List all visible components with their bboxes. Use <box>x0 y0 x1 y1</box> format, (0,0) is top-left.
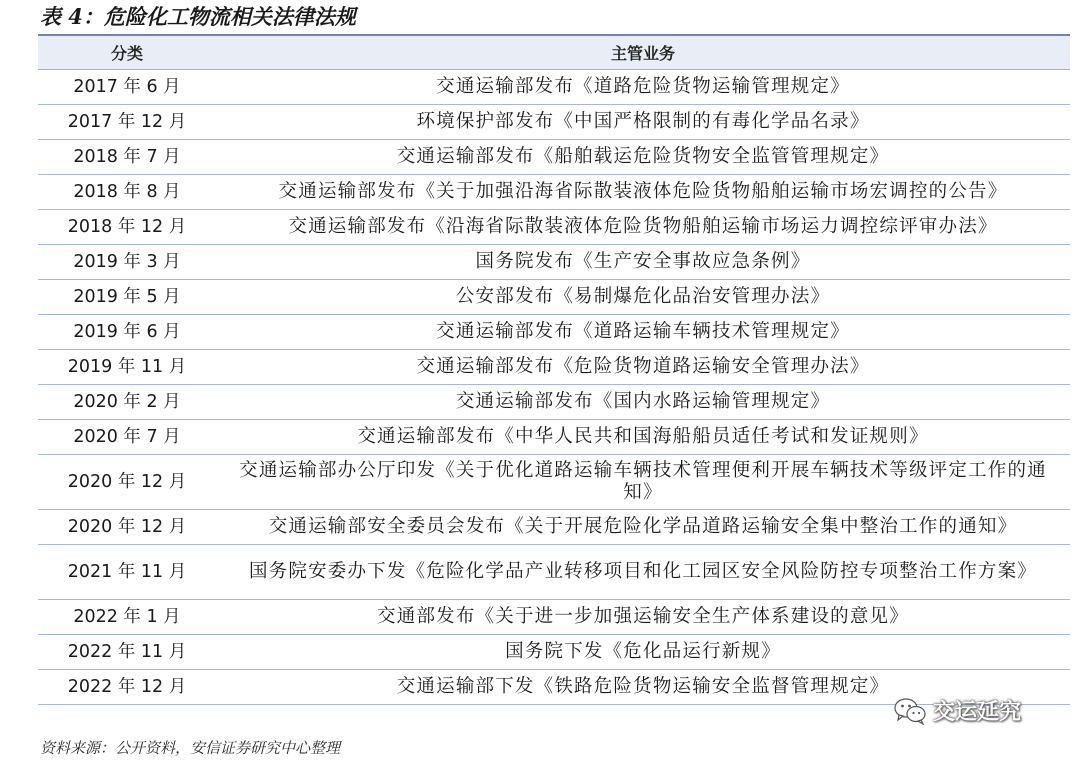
table-header <box>38 36 1070 70</box>
table-row <box>38 455 1070 510</box>
table-title: 表 4：危险化工物流相关法律法规 <box>40 4 356 29</box>
row-content: 交通运输部发布《道路危险货物运输管理规定》 <box>436 76 850 97</box>
row-date: 2020 年 7 月 <box>73 427 181 447</box>
watermark <box>893 695 1021 726</box>
wechat-icon <box>893 697 927 725</box>
row-date: 2018 年 8 月 <box>73 182 181 202</box>
row-content: 交通运输部办公厅印发《关于优化道路运输车辆技术管理便利开展车辆技术等级评定工作的通知》 <box>239 460 1047 503</box>
row-date: 2022 年 11 月 <box>67 642 187 662</box>
table-row <box>38 210 1070 245</box>
table-row <box>38 105 1070 140</box>
row-date: 2017 年 12 月 <box>67 112 187 132</box>
row-content: 环境保护部发布《中国严格限制的有毒化学品名录》 <box>416 111 870 132</box>
table-row <box>38 350 1070 385</box>
row-content: 国务院下发《危化品运行新规》 <box>505 641 781 662</box>
regulations-table <box>38 34 1070 705</box>
row-content: 公安部发布《易制爆危化品治安管理办法》 <box>455 286 831 307</box>
row-content: 交通运输部发布《危险货物道路运输安全管理办法》 <box>416 356 870 377</box>
table-row <box>38 245 1070 280</box>
table-row <box>38 420 1070 455</box>
row-date: 2022 年 12 月 <box>67 677 187 697</box>
row-content: 交通运输部发布《沿海省际散装液体危险货物船舶运输市场运力调控综评审办法》 <box>288 216 998 237</box>
row-content: 交通部发布《关于进一步加强运输安全生产体系建设的意见》 <box>377 606 909 627</box>
row-date: 2020 年 12 月 <box>67 472 187 492</box>
row-content: 交通运输部安全委员会发布《关于开展危险化学品道路运输安全集中整治工作的通知》 <box>268 516 1018 537</box>
table-row <box>38 175 1070 210</box>
row-content: 交通运输部发布《道路运输车辆技术管理规定》 <box>436 321 850 342</box>
table-row <box>38 70 1070 105</box>
row-content: 交通运输部发布《国内水路运输管理规定》 <box>455 391 831 412</box>
table-row <box>38 545 1070 600</box>
watermark-text: 交运延究 <box>933 700 1022 725</box>
row-date: 2018 年 12 月 <box>67 217 187 237</box>
header-business: 主管业务 <box>610 44 675 63</box>
table-row <box>38 315 1070 350</box>
table-row <box>38 385 1070 420</box>
row-content: 交通运输部发布《船舶载运危险货物安全监管管理规定》 <box>396 146 890 167</box>
source-note: 资料来源：公开资料，安信证券研究中心整理 <box>40 739 341 757</box>
row-date: 2020 年 2 月 <box>73 392 181 412</box>
table-row <box>38 600 1070 635</box>
row-content: 国务院安委办下发《危险化学品产业转移项目和化工园区安全风险防控专项整治工作方案》 <box>248 561 1037 582</box>
row-date: 2022 年 1 月 <box>73 607 181 627</box>
table-row <box>38 280 1070 315</box>
row-content: 交通运输部发布《中华人民共和国海船船员适任考试和发证规则》 <box>357 426 929 447</box>
header-category: 分类 <box>110 44 143 63</box>
row-date: 2021 年 11 月 <box>67 562 187 582</box>
table-row <box>38 140 1070 175</box>
row-date: 2019 年 3 月 <box>73 252 181 272</box>
row-date: 2019 年 6 月 <box>73 322 181 342</box>
row-content: 交通运输部下发《铁路危险货物运输安全监督管理规定》 <box>396 676 890 697</box>
row-date: 2020 年 12 月 <box>67 517 187 537</box>
row-date: 2019 年 5 月 <box>73 287 181 307</box>
row-date: 2017 年 6 月 <box>73 77 181 97</box>
row-content: 交通运输部发布《关于加强沿海省际散装液体危险货物船舶运输市场宏调控的公告》 <box>278 181 1008 202</box>
row-date: 2019 年 11 月 <box>67 357 187 377</box>
row-date: 2018 年 7 月 <box>73 147 181 167</box>
row-content: 国务院发布《生产安全事故应急条例》 <box>475 251 811 272</box>
table-row <box>38 635 1070 670</box>
table-row <box>38 510 1070 545</box>
